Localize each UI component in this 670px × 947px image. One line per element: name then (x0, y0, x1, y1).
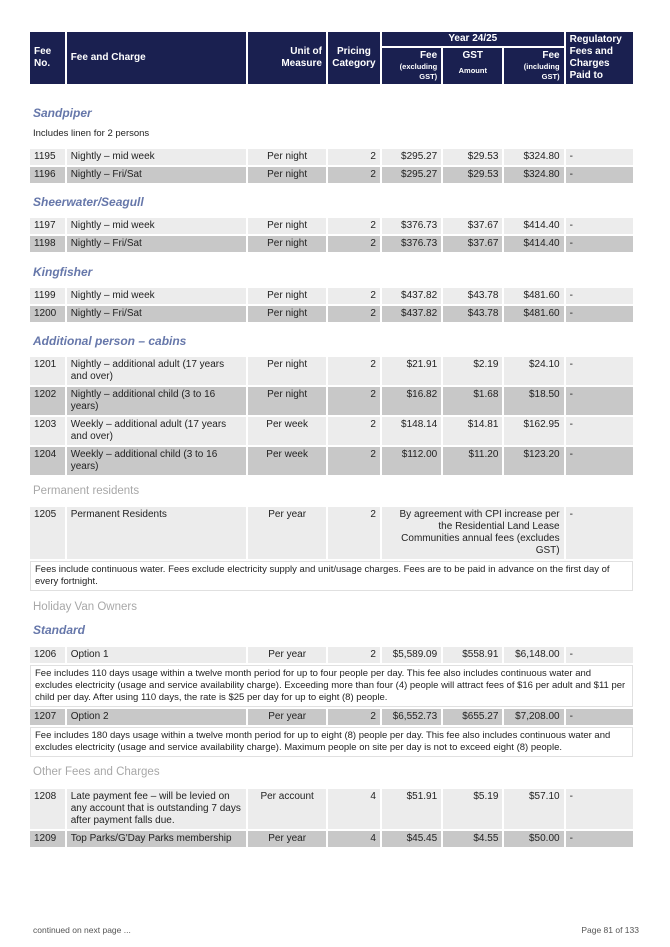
unit: Per week (248, 447, 326, 475)
category: 2 (328, 167, 380, 183)
category: 2 (328, 236, 380, 252)
regulatory: - (566, 507, 633, 559)
gst: $29.53 (443, 149, 502, 165)
category: 2 (328, 218, 380, 234)
section-title-sandpiper: Sandpiper (33, 106, 92, 120)
fee-no: 1198 (30, 236, 65, 252)
category: 2 (328, 447, 380, 475)
sandpiper-note: Includes linen for 2 persons (33, 128, 150, 139)
col-fee-excl-sub: (excluding GST) (399, 62, 438, 81)
option1-note: Fee includes 110 days usage within a twelve month period for up to four people per day. This fee also includes continuous water and excludes electricity (usage and service availability charge). Exceeding more than four (4) people will attract fees of $16 per adult and $11 per child per day. After using 110 days, the rate is $25 per day for up to eight (8) people. (30, 665, 633, 707)
fee-no: 1199 (30, 288, 65, 304)
gst: $14.81 (443, 417, 502, 445)
table-row (30, 236, 633, 252)
unit: Per night (248, 218, 326, 234)
gst: $5.19 (443, 789, 502, 829)
fee-name: Nightly – Fri/Sat (67, 306, 247, 322)
fee-name: Nightly – Fri/Sat (67, 167, 247, 183)
footer-page-number: Page 81 of 133 (581, 925, 639, 935)
regulatory: - (566, 149, 633, 165)
fee-excl: $376.73 (382, 218, 441, 234)
fee-name: Nightly – additional child (3 to 16 years) (67, 387, 247, 415)
table-row (30, 709, 633, 725)
gst: $655.27 (443, 709, 502, 725)
unit: Per night (248, 236, 326, 252)
regulatory: - (566, 647, 633, 663)
unit: Per year (248, 831, 326, 847)
regulatory: - (566, 387, 633, 415)
table-permanent (30, 505, 635, 593)
fee-incl: $57.10 (504, 789, 563, 829)
fee-excl: $437.82 (382, 306, 441, 322)
fee-incl: $481.60 (504, 288, 563, 304)
fee-no: 1196 (30, 167, 65, 183)
fee-excl: $376.73 (382, 236, 441, 252)
table-sandpiper (30, 147, 635, 185)
fee-name: Weekly – additional adult (17 years and over) (67, 417, 247, 445)
regulatory: - (566, 288, 633, 304)
category: 4 (328, 831, 380, 847)
fee-excl: $6,552.73 (382, 709, 441, 725)
unit: Per account (248, 789, 326, 829)
table-row (30, 357, 633, 385)
fee-name: Nightly – mid week (67, 218, 247, 234)
table-row (30, 789, 633, 829)
gst: $29.53 (443, 167, 502, 183)
fee-agreement-text: By agreement with CPI increase per the Residential Land Lease Communities annual fees (excludes GST) (382, 507, 564, 559)
fee-incl: $162.95 (504, 417, 563, 445)
fee-incl: $324.80 (504, 149, 563, 165)
table-holiday (30, 645, 635, 759)
table-row (30, 447, 633, 475)
fee-name: Nightly – mid week (67, 288, 247, 304)
category: 2 (328, 709, 380, 725)
regulatory: - (566, 167, 633, 183)
fee-excl: $16.82 (382, 387, 441, 415)
fee-name: Option 1 (67, 647, 247, 663)
regulatory: - (566, 306, 633, 322)
section-title-sheerwater: Sheerwater/Seagull (33, 195, 144, 209)
fee-excl: $295.27 (382, 167, 441, 183)
table-row (30, 306, 633, 322)
fee-incl: $414.40 (504, 236, 563, 252)
table-row (30, 507, 633, 559)
fee-no: 1207 (30, 709, 65, 725)
table-other (30, 787, 635, 849)
regulatory: - (566, 709, 633, 725)
fee-no: 1202 (30, 387, 65, 415)
gst: $2.19 (443, 357, 502, 385)
section-title-holiday: Holiday Van Owners (33, 601, 137, 613)
table-header (30, 30, 635, 86)
regulatory: - (566, 831, 633, 847)
col-regulatory: Regulatory Fees and Charges Paid to (566, 32, 633, 84)
table-row (30, 387, 633, 415)
fee-excl: $45.45 (382, 831, 441, 847)
fee-incl: $6,148.00 (504, 647, 563, 663)
footer-continued: continued on next page ... (33, 925, 131, 935)
unit: Per night (248, 167, 326, 183)
category: 4 (328, 789, 380, 829)
category: 2 (328, 288, 380, 304)
col-pricing-category: Pricing Category (328, 32, 380, 84)
gst: $37.67 (443, 236, 502, 252)
col-year: Year 24/25 (382, 32, 564, 46)
fee-excl: $437.82 (382, 288, 441, 304)
category: 2 (328, 149, 380, 165)
col-fee-excl-label: Fee (419, 50, 438, 61)
unit: Per year (248, 507, 326, 559)
category: 2 (328, 306, 380, 322)
table-row (30, 288, 633, 304)
fee-excl: $112.00 (382, 447, 441, 475)
table-row (30, 831, 633, 847)
table-row (30, 417, 633, 445)
fee-no: 1204 (30, 447, 65, 475)
regulatory: - (566, 417, 633, 445)
fee-incl: $481.60 (504, 306, 563, 322)
regulatory: - (566, 789, 633, 829)
fee-name: Permanent Residents (67, 507, 247, 559)
table-row (30, 149, 633, 165)
gst: $11.20 (443, 447, 502, 475)
fee-no: 1206 (30, 647, 65, 663)
regulatory: - (566, 236, 633, 252)
gst: $37.67 (443, 218, 502, 234)
section-subtitle-standard: Standard (33, 623, 86, 637)
unit: Per night (248, 387, 326, 415)
section-title-other: Other Fees and Charges (33, 766, 160, 778)
table-row (30, 218, 633, 234)
unit: Per night (248, 357, 326, 385)
col-fee-no: Fee No. (30, 32, 65, 84)
fee-name: Nightly – Fri/Sat (67, 236, 247, 252)
fee-incl: $18.50 (504, 387, 563, 415)
gst: $4.55 (443, 831, 502, 847)
unit: Per week (248, 417, 326, 445)
table-sheerwater (30, 216, 635, 254)
section-title-permanent: Permanent residents (33, 485, 140, 497)
gst: $1.68 (443, 387, 502, 415)
category: 2 (328, 417, 380, 445)
fee-no: 1195 (30, 149, 65, 165)
unit: Per night (248, 306, 326, 322)
unit: Per night (248, 149, 326, 165)
option2-note: Fee includes 180 days usage within a twelve month period for up to eight (8) people per day. This fee also includes continuous water and excludes electricity (usage and service availability charge). Maximum people on site per day is not to exceed eight (8) people. (30, 727, 633, 757)
unit: Per year (248, 709, 326, 725)
col-fee-incl-label: Fee (542, 50, 560, 61)
fee-no: 1208 (30, 789, 65, 829)
col-gst-sub: Amount (458, 66, 487, 75)
fee-no: 1209 (30, 831, 65, 847)
col-gst-label: GST (462, 50, 484, 61)
fee-excl: $21.91 (382, 357, 441, 385)
fee-no: 1205 (30, 507, 65, 559)
table-row (30, 647, 633, 663)
gst: $43.78 (443, 306, 502, 322)
fee-no: 1200 (30, 306, 65, 322)
regulatory: - (566, 357, 633, 385)
fee-incl: $50.00 (504, 831, 563, 847)
col-unit-of-measure: Unit of Measure (248, 32, 326, 84)
regulatory: - (566, 447, 633, 475)
gst: $43.78 (443, 288, 502, 304)
category: 2 (328, 507, 380, 559)
fee-no: 1203 (30, 417, 65, 445)
category: 2 (328, 387, 380, 415)
section-title-additional: Additional person – cabins (33, 334, 187, 348)
fee-incl: $324.80 (504, 167, 563, 183)
table-additional (30, 355, 635, 477)
fee-name: Option 2 (67, 709, 247, 725)
fee-incl: $414.40 (504, 218, 563, 234)
fee-excl: $51.91 (382, 789, 441, 829)
regulatory: - (566, 218, 633, 234)
section-title-kingfisher: Kingfisher (33, 265, 93, 279)
fee-excl: $148.14 (382, 417, 441, 445)
fee-excl: $5,589.09 (382, 647, 441, 663)
fee-name: Nightly – additional adult (17 years and over) (67, 357, 247, 385)
fee-incl: $7,208.00 (504, 709, 563, 725)
fee-incl: $24.10 (504, 357, 563, 385)
permanent-note: Fees include continuous water. Fees exclude electricity supply and unit/usage charges. Fees are to be paid in advance on the first day of every fortnight. (30, 561, 633, 591)
fee-name: Nightly – mid week (67, 149, 247, 165)
fee-name: Top Parks/G'Day Parks membership (67, 831, 247, 847)
fee-incl: $123.20 (504, 447, 563, 475)
unit: Per year (248, 647, 326, 663)
unit: Per night (248, 288, 326, 304)
fee-no: 1197 (30, 218, 65, 234)
table-kingfisher (30, 286, 635, 324)
category: 2 (328, 647, 380, 663)
fee-excl: $295.27 (382, 149, 441, 165)
fee-name: Weekly – additional child (3 to 16 years) (67, 447, 247, 475)
gst: $558.91 (443, 647, 502, 663)
fee-no: 1201 (30, 357, 65, 385)
fee-name: Late payment fee – will be levied on any account that is outstanding 7 days after payment falls due. (67, 789, 247, 829)
category: 2 (328, 357, 380, 385)
table-row (30, 167, 633, 183)
col-fee-incl-sub: (including GST) (523, 62, 560, 81)
col-fee-and-charge: Fee and Charge (67, 32, 247, 84)
